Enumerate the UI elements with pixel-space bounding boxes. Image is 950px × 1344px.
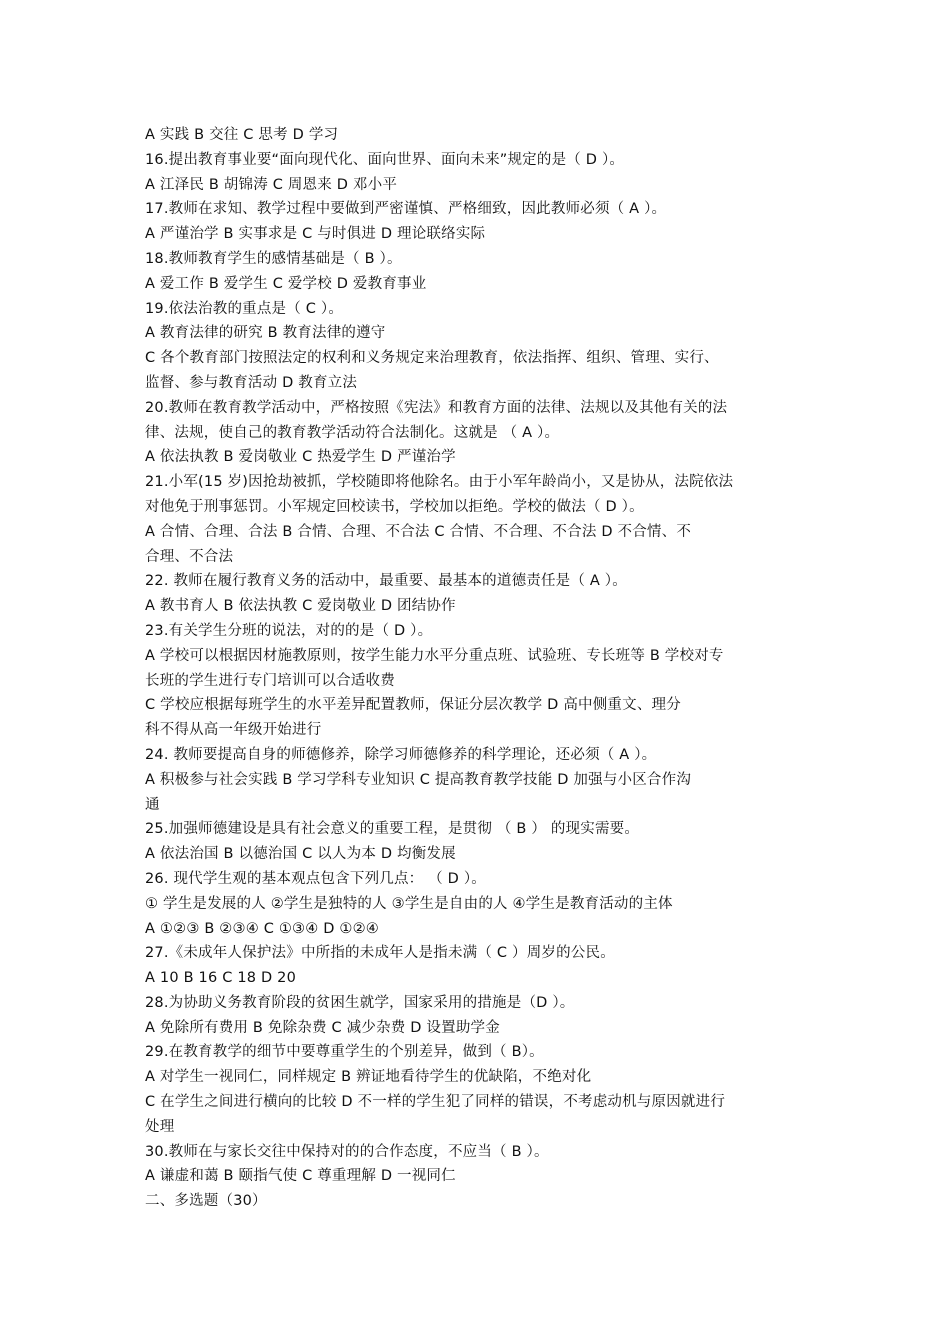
text-line: 23.有关学生分班的说法，对的的是（ D ）。 (145, 622, 433, 639)
text-line: 19.依法治教的重点是（ C ）。 (145, 300, 344, 317)
text-line: ① 学生是发展的人 ②学生是独特的人 ③学生是自由的人 ④学生是教育活动的主体 (145, 895, 673, 912)
text-line: 20.教师在教育教学活动中，严格按照《宪法》和教育方面的法律、法规以及其他有关的法 (145, 399, 728, 416)
text-line: A ①②③ B ②③④ C ①③④ D ①②④ (145, 920, 380, 937)
text-line: C 各个教育部门按照法定的权利和义务规定来治理教育，依法指挥、组织、管理、实行、 (145, 350, 719, 367)
text-line: A 免除所有费用 B 免除杂费 C 减少杂费 D 设置助学金 (145, 1019, 500, 1036)
text-line: A 江泽民 B 胡锦涛 C 周恩来 D 邓小平 (145, 176, 398, 193)
text-line: 26. 现代学生观的基本观点包含下列几点： （ D ）。 (145, 870, 487, 887)
text-line: 22. 教师在履行教育义务的活动中，最重要、最基本的道德责任是（ A ）。 (145, 573, 627, 590)
text-line: A 严谨治学 B 实事求是 C 与时俱进 D 理论联络实际 (145, 226, 486, 243)
text-line: 对他免于刑事惩罚。小军规定回校读书，学校加以拒绝。学校的做法（ D ）。 (145, 498, 644, 515)
text-line: 科不得从高一年级开始进行 (145, 722, 322, 739)
text-line: 28.为协助义务教育阶段的贫困生就学，国家采用的措施是（D ）。 (145, 994, 575, 1011)
text-line: 29.在教育教学的细节中要尊重学生的个别差异，做到（ B）。 (145, 1044, 544, 1061)
text-line: A 依法执教 B 爱岗敬业 C 热爱学生 D 严谨治学 (145, 449, 456, 466)
text-line: 27.《未成年人保护法》中所指的未成年人是指未满（ C ）周岁的公民。 (145, 945, 615, 962)
text-line: 17.教师在求知、教学过程中要做到严密谨慎、严格细致，因此教师必须（ A ）。 (145, 201, 667, 218)
text-line: 监督、参与教育活动 D 教育立法 (145, 374, 358, 391)
text-line: A 对学生一视同仁，同样规定 B 辨证地看待学生的优缺陷，不绝对化 (145, 1069, 592, 1086)
text-line: A 谦虚和蔼 B 颐指气使 C 尊重理解 D 一视同仁 (145, 1168, 456, 1185)
text-line: 16.提出教育事业要“面向现代化、面向世界、面向未来”规定的是（ D ）。 (145, 151, 625, 168)
text-line: 二、多选题（30） (145, 1193, 267, 1210)
text-line: 通 (145, 796, 160, 813)
text-line: 长班的学生进行专门培训可以合适收费 (145, 672, 395, 689)
text-line: 律、法规，使自己的教育教学活动符合法制化。这就是 （ A ）。 (145, 424, 560, 441)
text-line: A 依法治国 B 以德治国 C 以人为本 D 均衡发展 (145, 846, 456, 863)
text-line: A 教育法律的研究 B 教育法律的遵守 (145, 325, 386, 342)
text-line: C 学校应根据每班学生的水平差异配置教师，保证分层次教学 D 高中侧重文、理分 (145, 697, 681, 714)
text-line: 合理、不合法 (145, 548, 234, 565)
text-line: C 在学生之间进行横向的比较 D 不一样的学生犯了同样的错误，不考虑动机与原因就进行 (145, 1094, 726, 1111)
text-line: A 积极参与社会实践 B 学习学科专业知识 C 提高教育教学技能 D 加强与小区合作沟 (145, 771, 692, 788)
text-line: A 10 B 16 C 18 D 20 (145, 970, 297, 987)
text-line: 18.教师教育学生的感情基础是（ B ）。 (145, 250, 402, 267)
text-line: 21.小军(15 岁)因抢劫被抓，学校随即将他除名。由于小军年龄尚小，又是协从，法院依法 (145, 474, 734, 491)
text-line: A 合情、合理、合法 B 合情、合理、不合法 C 合情、不合理、不合法 D 不合情、不 (145, 523, 692, 540)
text-line: A 教书育人 B 依法执教 C 爱岗敬业 D 团结协作 (145, 598, 456, 615)
document-body (145, 123, 810, 1214)
text-line: 处理 (145, 1118, 175, 1135)
text-line: A 学校可以根据因材施教原则，按学生能力水平分重点班、试验班、专长班等 B 学校对专 (145, 647, 724, 664)
text-line: A 实践 B 交往 C 思考 D 学习 (145, 127, 339, 143)
text-line: 25.加强师德建设是具有社会意义的重要工程，是贯彻 （ B ） 的现实需要。 (145, 821, 640, 838)
text-line: 24. 教师要提高自身的师德修养，除学习师德修养的科学理论，还必须（ A ）。 (145, 746, 657, 763)
text-line: 30.教师在与家长交往中保持对的的合作态度，不应当（ B ）。 (145, 1143, 549, 1160)
text-line: A 爱工作 B 爱学生 C 爱学校 D 爱教育事业 (145, 275, 427, 292)
